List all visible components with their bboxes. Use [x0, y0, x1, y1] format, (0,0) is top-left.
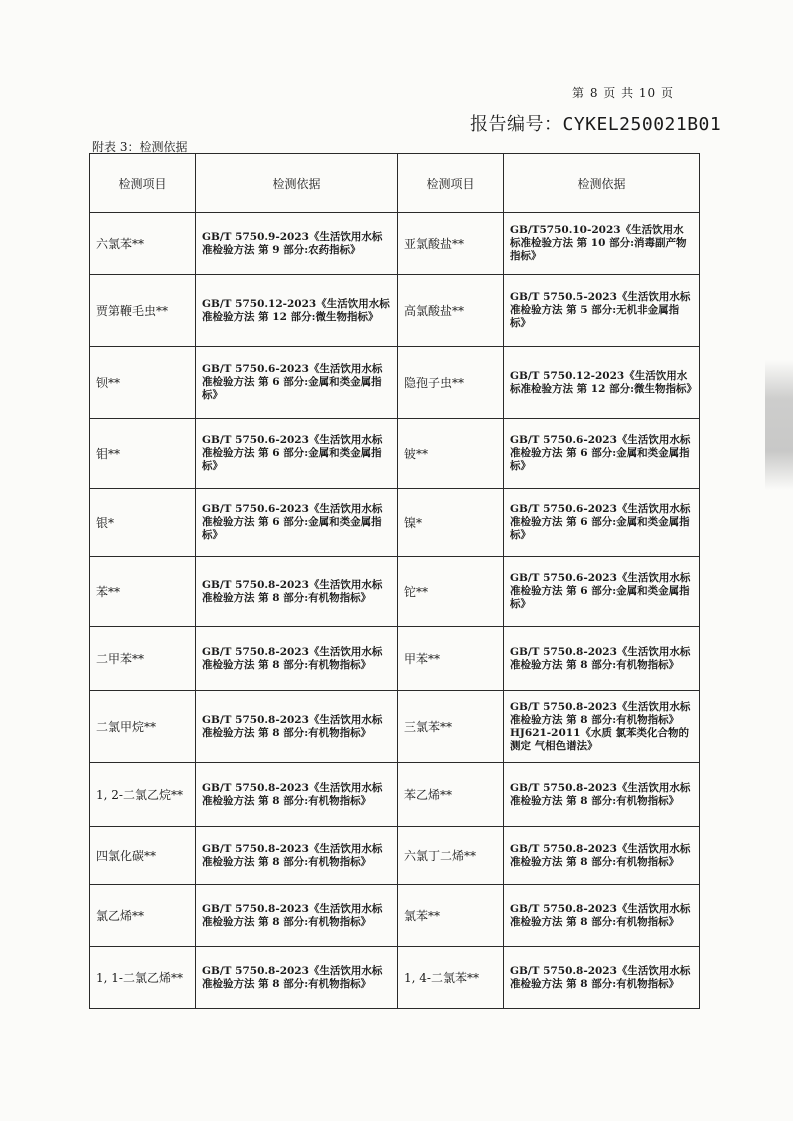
test-item-cell: 1, 4-二氯苯** [398, 947, 504, 1009]
table-row [90, 885, 700, 947]
page-indicator: 第 8 页 共 10 页 [572, 86, 674, 100]
test-item-cell: 四氯化碳** [90, 827, 196, 885]
test-basis-cell: GB/T 5750.8-2023《生活饮用水标准检验方法 第 8 部分:有机物指标》 [196, 763, 398, 827]
test-basis-cell: GB/T 5750.8-2023《生活饮用水标准检验方法 第 8 部分:有机物指标》 [196, 827, 398, 885]
test-basis-cell: GB/T 5750.8-2023《生活饮用水标准检验方法 第 8 部分:有机物指标》 [196, 947, 398, 1009]
header-test-item-2: 检测项目 [398, 154, 504, 213]
test-item-cell: 铊** [398, 557, 504, 627]
test-item-cell: 1, 1-二氯乙烯** [90, 947, 196, 1009]
test-item-cell: 钡** [90, 347, 196, 419]
test-item-cell: 贾第鞭毛虫** [90, 275, 196, 347]
test-basis-cell: GB/T 5750.8-2023《生活饮用水标准检验方法 第 8 部分:有机物指标》 HJ621-2011《水质 氯苯类化合物的测定 气相色谱法》 [504, 691, 700, 763]
test-item-cell: 六氯丁二烯** [398, 827, 504, 885]
table-body [90, 213, 700, 1009]
test-item-cell: 镍* [398, 489, 504, 557]
test-item-cell: 甲苯** [398, 627, 504, 691]
appendix-title: 附表 3：检测依据 [92, 140, 188, 154]
test-basis-table [89, 153, 700, 1009]
test-basis-cell: GB/T 5750.8-2023《生活饮用水标准检验方法 第 8 部分:有机物指标》 [504, 827, 700, 885]
test-item-cell: 三氯苯** [398, 691, 504, 763]
table-row [90, 827, 700, 885]
test-item-cell: 苯乙烯** [398, 763, 504, 827]
test-basis-cell: GB/T 5750.8-2023《生活饮用水标准检验方法 第 8 部分:有机物指标》 [504, 627, 700, 691]
test-basis-cell: GB/T 5750.6-2023《生活饮用水标准检验方法 第 6 部分:金属和类金属指标》 [196, 347, 398, 419]
report-number-value: CYKEL250021B01 [562, 114, 722, 135]
table-row [90, 213, 700, 275]
seal-stamp-edge [765, 360, 793, 490]
test-item-cell: 钼** [90, 419, 196, 489]
test-item-cell: 高氯酸盐** [398, 275, 504, 347]
test-basis-cell: GB/T 5750.9-2023《生活饮用水标准检验方法 第 9 部分:农药指标》 [196, 213, 398, 275]
test-basis-cell: GB/T 5750.8-2023《生活饮用水标准检验方法 第 8 部分:有机物指标》 [196, 557, 398, 627]
table-row [90, 275, 700, 347]
test-basis-cell: GB/T 5750.8-2023《生活饮用水标准检验方法 第 8 部分:有机物指标》 [504, 885, 700, 947]
test-item-cell: 铍** [398, 419, 504, 489]
test-basis-cell: GB/T 5750.6-2023《生活饮用水标准检验方法 第 6 部分:金属和类金属指标》 [504, 489, 700, 557]
test-item-cell: 银* [90, 489, 196, 557]
test-basis-cell: GB/T 5750.6-2023《生活饮用水标准检验方法 第 6 部分:金属和类金属指标》 [196, 489, 398, 557]
test-basis-cell: GB/T 5750.8-2023《生活饮用水标准检验方法 第 8 部分:有机物指标》 [196, 691, 398, 763]
test-item-cell: 亚氯酸盐** [398, 213, 504, 275]
test-item-cell: 二甲苯** [90, 627, 196, 691]
test-item-cell: 氯乙烯** [90, 885, 196, 947]
test-basis-cell: GB/T5750.10-2023《生活饮用水标准检验方法 第 10 部分:消毒副产物指标》 [504, 213, 700, 275]
header-test-item-1: 检测项目 [90, 154, 196, 213]
test-basis-cell: GB/T 5750.8-2023《生活饮用水标准检验方法 第 8 部分:有机物指标》 [504, 763, 700, 827]
test-item-cell: 氯苯** [398, 885, 504, 947]
table-row [90, 347, 700, 419]
test-item-cell: 六氯苯** [90, 213, 196, 275]
test-basis-cell: GB/T 5750.12-2023《生活饮用水标准检验方法 第 12 部分:微生物指标》 [196, 275, 398, 347]
test-basis-cell: GB/T 5750.12-2023《生活饮用水标准检验方法 第 12 部分:微生物指标》 [504, 347, 700, 419]
table-row [90, 763, 700, 827]
table-row [90, 947, 700, 1009]
header-test-basis-2: 检测依据 [504, 154, 700, 213]
table-row [90, 627, 700, 691]
test-basis-cell: GB/T 5750.8-2023《生活饮用水标准检验方法 第 8 部分:有机物指标》 [504, 947, 700, 1009]
test-item-cell: 1, 2-二氯乙烷** [90, 763, 196, 827]
report-number-label: 报告编号： [470, 114, 563, 135]
test-item-cell: 二氯甲烷** [90, 691, 196, 763]
report-number [470, 110, 721, 136]
test-basis-cell: GB/T 5750.8-2023《生活饮用水标准检验方法 第 8 部分:有机物指标》 [196, 885, 398, 947]
table-row [90, 419, 700, 489]
test-basis-cell: GB/T 5750.5-2023《生活饮用水标准检验方法 第 5 部分:无机非金属指标》 [504, 275, 700, 347]
table-row [90, 489, 700, 557]
table-header-row [90, 154, 700, 213]
test-item-cell: 隐孢子虫** [398, 347, 504, 419]
test-basis-cell: GB/T 5750.6-2023《生活饮用水标准检验方法 第 6 部分:金属和类金属指标》 [196, 419, 398, 489]
test-item-cell: 苯** [90, 557, 196, 627]
test-basis-cell: GB/T 5750.6-2023《生活饮用水标准检验方法 第 6 部分:金属和类金属指标》 [504, 419, 700, 489]
table-row [90, 557, 700, 627]
table-row [90, 691, 700, 763]
test-basis-cell: GB/T 5750.6-2023《生活饮用水标准检验方法 第 6 部分:金属和类金属指标》 [504, 557, 700, 627]
header-test-basis-1: 检测依据 [196, 154, 398, 213]
test-basis-cell: GB/T 5750.8-2023《生活饮用水标准检验方法 第 8 部分:有机物指标》 [196, 627, 398, 691]
